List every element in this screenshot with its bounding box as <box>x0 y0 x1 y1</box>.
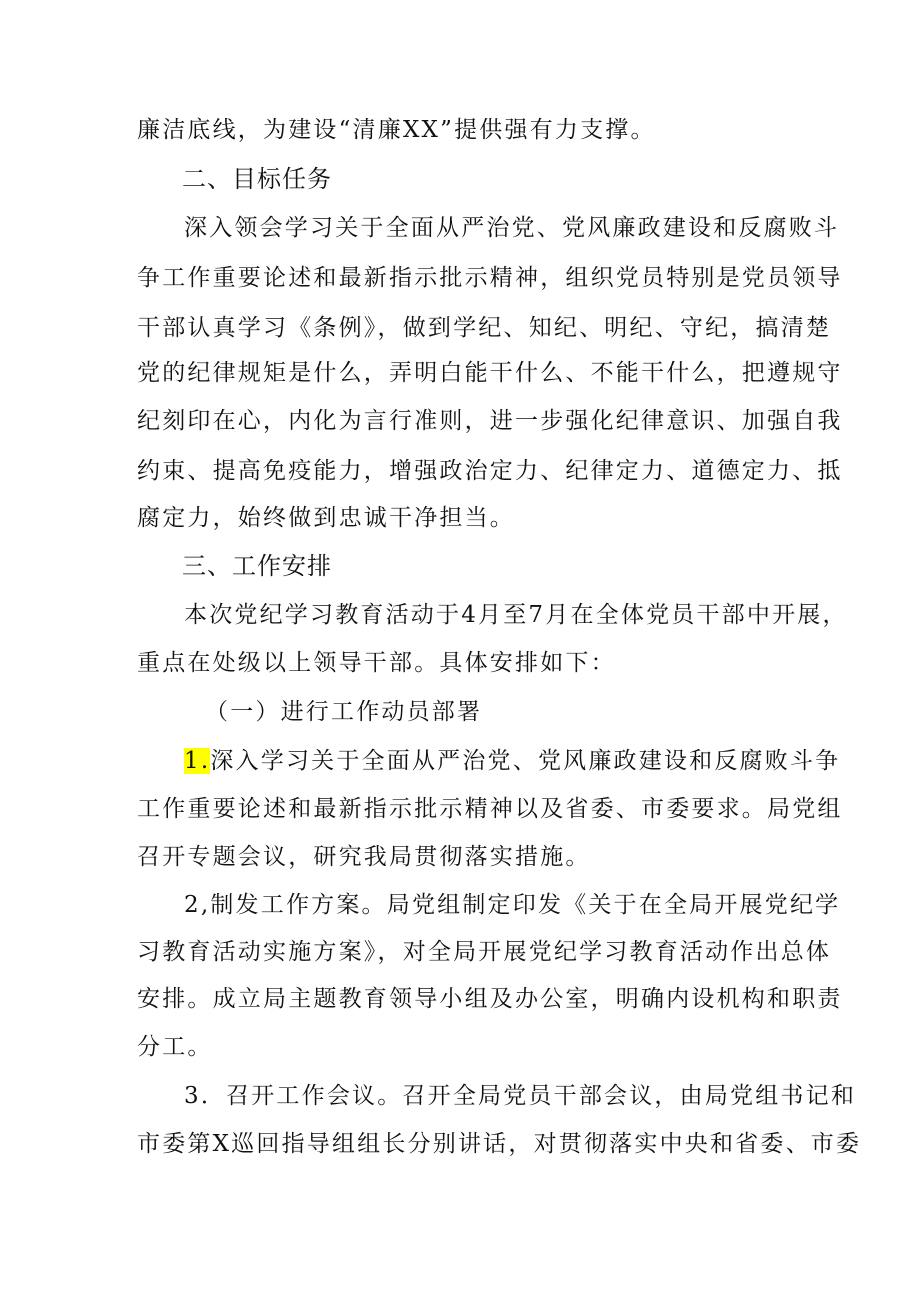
paragraph-line: 分工。 <box>137 1034 213 1060</box>
paragraph-line: 纪刻印在心，内化为言行准则，进一步强化纪律意识、加强自我 <box>137 408 843 434</box>
list-item-line: 2,制发工作方案。局党组制定印发《关于在全局开展党纪学 <box>184 892 841 918</box>
paragraph-line: 市委第X巡回指导组组长分别讲话，对贯彻落实中央和省委、市委 <box>137 1131 862 1157</box>
subsection-heading: （一）进行工作动员部署 <box>205 699 483 725</box>
paragraph-line: 工作重要论述和最新指示批示精神以及省委、市委要求。局党组 <box>137 796 843 822</box>
paragraph-line: 争工作重要论述和最新指示批示精神，组织党员特别是党员领导 <box>137 265 843 291</box>
paragraph-line: 廉洁底线，为建设“清廉XX”提供强有力支撑。 <box>137 117 656 143</box>
paragraph-line: 党的纪律规矩是什么，弄明白能干什么、不能干什么，把遵规守 <box>137 360 843 386</box>
paragraph-line: 重点在处级以上领导干部。具体安排如下： <box>137 650 616 676</box>
paragraph-line: 安排。成立局主题教育领导小组及办公室，明确内设机构和职责 <box>137 986 843 1012</box>
paragraph-line: 本次党纪学习教育活动于4月至7月在全体党员干部中开展， <box>184 602 848 628</box>
paragraph-line: 习教育活动实施方案》，对全局开展党纪学习教育活动作出总体 <box>137 939 832 965</box>
highlighted-number: 1. <box>184 748 211 774</box>
section-heading-arrangement: 三、工作安排 <box>182 552 332 580</box>
paragraph-line: 腐定力，始终做到忠诚干净担当。 <box>137 505 515 531</box>
paragraph-line: 约束、提高免疫能力，增强政治定力、纪律定力、道德定力、抵 <box>137 458 843 484</box>
paragraph-line: 干部认真学习《条例》，做到学纪、知纪、明纪、守纪，搞清楚 <box>137 315 832 341</box>
paragraph-line: 召开专题会议，研究我局贯彻落实措施。 <box>137 844 591 870</box>
paragraph-line: 深入领会学习关于全面从严治党、党风廉政建设和反腐败斗 <box>184 215 840 241</box>
list-item-text: 深入学习关于全面从严治党、党风廉政建设和反腐败斗争 <box>210 748 841 774</box>
list-item-line <box>184 746 840 776</box>
list-item-line: 3．召开工作会议。召开全局党员干部会议，由局党组书记和 <box>184 1083 857 1109</box>
section-heading-goals: 二、目标任务 <box>182 165 332 193</box>
